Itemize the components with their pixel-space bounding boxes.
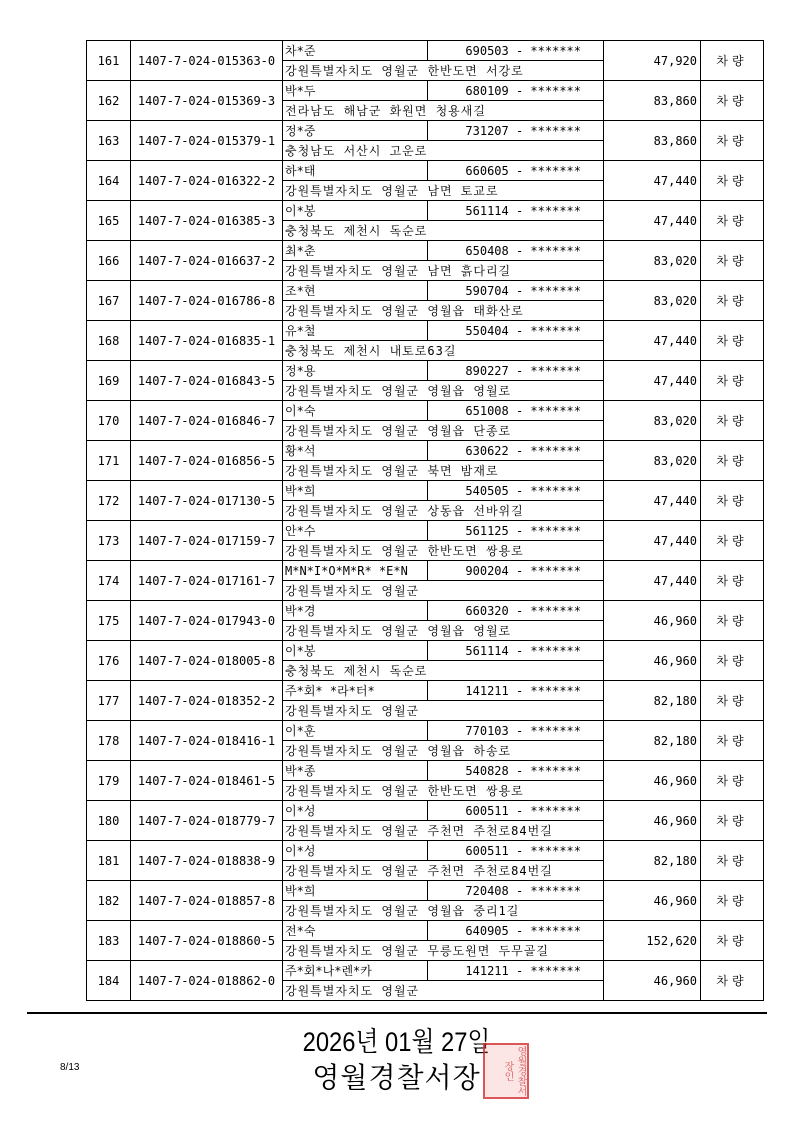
row-number: 181	[87, 841, 131, 881]
resident-number: 561125 - *******	[428, 521, 604, 541]
issuer-name: 영월경찰서장	[312, 1062, 481, 1093]
owner-name: 박*종	[283, 761, 428, 781]
address: 강원특별자치도 영월군 북면 밤재로	[283, 461, 604, 481]
category: 차량	[701, 681, 764, 721]
category: 차량	[701, 281, 764, 321]
amount: 83,020	[604, 281, 701, 321]
amount: 152,620	[604, 921, 701, 961]
table-row	[87, 761, 764, 781]
amount: 83,020	[604, 441, 701, 481]
address: 강원특별자치도 영월군 상동읍 선바위길	[283, 501, 604, 521]
table-row	[87, 161, 764, 181]
address: 강원특별자치도 영월군 영월읍 하송로	[283, 741, 604, 761]
account-number: 1407-7-024-016846-7	[131, 401, 283, 441]
table-row	[87, 441, 764, 461]
table-row	[87, 641, 764, 661]
table-row	[87, 81, 764, 101]
account-number: 1407-7-024-018461-5	[131, 761, 283, 801]
row-number: 176	[87, 641, 131, 681]
resident-number: 680109 - *******	[428, 81, 604, 101]
table-row	[87, 801, 764, 821]
row-number: 168	[87, 321, 131, 361]
resident-number: 640905 - *******	[428, 921, 604, 941]
table-row	[87, 321, 764, 341]
address: 강원특별자치도 영월군 무릉도원면 두무골길	[283, 941, 604, 961]
owner-name: 이*성	[283, 801, 428, 821]
owner-name: 하*태	[283, 161, 428, 181]
resident-number: 550404 - *******	[428, 321, 604, 341]
table-row	[87, 121, 764, 141]
address: 전라남도 해남군 화원면 청용새길	[283, 101, 604, 121]
owner-name: 이*성	[283, 841, 428, 861]
address: 강원특별자치도 영월군	[283, 581, 604, 601]
category: 차량	[701, 121, 764, 161]
owner-name: 정*중	[283, 121, 428, 141]
account-number: 1407-7-024-017130-5	[131, 481, 283, 521]
row-number: 166	[87, 241, 131, 281]
resident-number: 600511 - *******	[428, 801, 604, 821]
resident-number: 651008 - *******	[428, 401, 604, 421]
account-number: 1407-7-024-015379-1	[131, 121, 283, 161]
table-row	[87, 921, 764, 941]
official-seal-icon: 영월경찰서장인	[483, 1043, 529, 1099]
account-number: 1407-7-024-016835-1	[131, 321, 283, 361]
owner-name: 정*용	[283, 361, 428, 381]
row-number: 184	[87, 961, 131, 1001]
amount: 47,440	[604, 521, 701, 561]
amount: 46,960	[604, 801, 701, 841]
category: 차량	[701, 361, 764, 401]
table-row	[87, 881, 764, 901]
address: 강원특별자치도 영월군 남면 흙다리길	[283, 261, 604, 281]
row-number: 167	[87, 281, 131, 321]
address: 강원특별자치도 영월군	[283, 701, 604, 721]
row-number: 171	[87, 441, 131, 481]
category: 차량	[701, 961, 764, 1001]
account-number: 1407-7-024-015369-3	[131, 81, 283, 121]
account-number: 1407-7-024-018005-8	[131, 641, 283, 681]
account-number: 1407-7-024-017943-0	[131, 601, 283, 641]
account-number: 1407-7-024-018352-2	[131, 681, 283, 721]
amount: 46,960	[604, 961, 701, 1001]
category: 차량	[701, 521, 764, 561]
amount: 46,960	[604, 641, 701, 681]
resident-number: 900204 - *******	[428, 561, 604, 581]
table-row	[87, 401, 764, 421]
address: 충청남도 서산시 고운로	[283, 141, 604, 161]
category: 차량	[701, 561, 764, 601]
table-row	[87, 961, 764, 981]
address: 강원특별자치도 영월군 한반도면 서강로	[283, 61, 604, 81]
table-row	[87, 201, 764, 221]
category: 차량	[701, 321, 764, 361]
account-number: 1407-7-024-018779-7	[131, 801, 283, 841]
row-number: 180	[87, 801, 131, 841]
account-number: 1407-7-024-016856-5	[131, 441, 283, 481]
account-number: 1407-7-024-018416-1	[131, 721, 283, 761]
resident-number: 141211 - *******	[428, 961, 604, 981]
row-number: 177	[87, 681, 131, 721]
account-number: 1407-7-024-017159-7	[131, 521, 283, 561]
amount: 47,920	[604, 41, 701, 81]
address: 충청북도 제천시 독순로	[283, 221, 604, 241]
address: 강원특별자치도 영월군 남면 토교로	[283, 181, 604, 201]
category: 차량	[701, 881, 764, 921]
address: 강원특별자치도 영월군 영월읍 태화산로	[283, 301, 604, 321]
row-number: 174	[87, 561, 131, 601]
row-number: 173	[87, 521, 131, 561]
issue-date: 2026년 01월 27일	[302, 1027, 491, 1057]
account-number: 1407-7-024-016322-2	[131, 161, 283, 201]
table-row	[87, 681, 764, 701]
amount: 47,440	[604, 561, 701, 601]
category: 차량	[701, 841, 764, 881]
row-number: 164	[87, 161, 131, 201]
owner-name: 황*석	[283, 441, 428, 461]
amount: 83,020	[604, 401, 701, 441]
amount: 46,960	[604, 761, 701, 801]
address: 강원특별자치도 영월군 한반도면 쌍용로	[283, 781, 604, 801]
table-row	[87, 521, 764, 541]
resident-number: 600511 - *******	[428, 841, 604, 861]
address: 강원특별자치도 영월군 주천면 주천로84번길	[283, 821, 604, 841]
row-number: 175	[87, 601, 131, 641]
resident-number: 540828 - *******	[428, 761, 604, 781]
table-row	[87, 721, 764, 741]
amount: 46,960	[604, 881, 701, 921]
resident-number: 561114 - *******	[428, 201, 604, 221]
owner-name: 이*훈	[283, 721, 428, 741]
amount: 47,440	[604, 361, 701, 401]
address: 강원특별자치도 영월군 영월읍 영월로	[283, 381, 604, 401]
amount: 83,860	[604, 121, 701, 161]
resident-number: 650408 - *******	[428, 241, 604, 261]
account-number: 1407-7-024-016786-8	[131, 281, 283, 321]
owner-name: 이*봉	[283, 641, 428, 661]
account-number: 1407-7-024-016843-5	[131, 361, 283, 401]
category: 차량	[701, 641, 764, 681]
amount: 82,180	[604, 681, 701, 721]
footer-divider	[27, 1012, 767, 1014]
table-row	[87, 241, 764, 261]
resident-number: 720408 - *******	[428, 881, 604, 901]
account-number: 1407-7-024-018838-9	[131, 841, 283, 881]
category: 차량	[701, 441, 764, 481]
row-number: 170	[87, 401, 131, 441]
owner-name: 안*수	[283, 521, 428, 541]
address: 충청북도 제천시 독순로	[283, 661, 604, 681]
owner-name: M*N*I*O*M*R* *E*N	[283, 561, 428, 581]
amount: 46,960	[604, 601, 701, 641]
amount: 47,440	[604, 161, 701, 201]
category: 차량	[701, 761, 764, 801]
amount: 47,440	[604, 321, 701, 361]
table-row	[87, 601, 764, 621]
owner-name: 박*경	[283, 601, 428, 621]
account-number: 1407-7-024-016385-3	[131, 201, 283, 241]
amount: 83,020	[604, 241, 701, 281]
amount: 47,440	[604, 481, 701, 521]
owner-name: 이*숙	[283, 401, 428, 421]
resident-number: 770103 - *******	[428, 721, 604, 741]
table-row	[87, 361, 764, 381]
category: 차량	[701, 161, 764, 201]
category: 차량	[701, 801, 764, 841]
resident-number: 890227 - *******	[428, 361, 604, 381]
account-number: 1407-7-024-016637-2	[131, 241, 283, 281]
amount: 83,860	[604, 81, 701, 121]
category: 차량	[701, 481, 764, 521]
category: 차량	[701, 721, 764, 761]
account-number: 1407-7-024-015363-0	[131, 41, 283, 81]
category: 차량	[701, 201, 764, 241]
table-row	[87, 561, 764, 581]
address: 강원특별자치도 영월군 영월읍 단종로	[283, 421, 604, 441]
resident-number: 561114 - *******	[428, 641, 604, 661]
amount: 82,180	[604, 841, 701, 881]
amount: 47,440	[604, 201, 701, 241]
resident-number: 660605 - *******	[428, 161, 604, 181]
resident-number: 540505 - *******	[428, 481, 604, 501]
address: 강원특별자치도 영월군 영월읍 영월로	[283, 621, 604, 641]
row-number: 162	[87, 81, 131, 121]
category: 차량	[701, 601, 764, 641]
row-number: 182	[87, 881, 131, 921]
owner-name: 박*희	[283, 881, 428, 901]
owner-name: 이*봉	[283, 201, 428, 221]
owner-name: 조*현	[283, 281, 428, 301]
table-body	[87, 41, 764, 1001]
resident-number: 141211 - *******	[428, 681, 604, 701]
table-row	[87, 41, 764, 61]
table-row	[87, 281, 764, 301]
row-number: 165	[87, 201, 131, 241]
resident-number: 690503 - *******	[428, 41, 604, 61]
table-row	[87, 481, 764, 501]
owner-name: 주*회*나*렌*카	[283, 961, 428, 981]
category: 차량	[701, 401, 764, 441]
account-number: 1407-7-024-018862-0	[131, 961, 283, 1001]
address: 강원특별자치도 영월군 영월읍 중리1길	[283, 901, 604, 921]
owner-name: 차*준	[283, 41, 428, 61]
address: 강원특별자치도 영월군 한반도면 쌍용로	[283, 541, 604, 561]
owner-name: 박*희	[283, 481, 428, 501]
address: 충청북도 제천시 내토로63길	[283, 341, 604, 361]
resident-number: 660320 - *******	[428, 601, 604, 621]
row-number: 183	[87, 921, 131, 961]
address: 강원특별자치도 영월군	[283, 981, 604, 1001]
category: 차량	[701, 241, 764, 281]
row-number: 178	[87, 721, 131, 761]
owner-name: 전*숙	[283, 921, 428, 941]
owner-name: 박*두	[283, 81, 428, 101]
amount: 82,180	[604, 721, 701, 761]
row-number: 169	[87, 361, 131, 401]
account-number: 1407-7-024-018857-8	[131, 881, 283, 921]
row-number: 172	[87, 481, 131, 521]
row-number: 179	[87, 761, 131, 801]
account-number: 1407-7-024-017161-7	[131, 561, 283, 601]
table-row	[87, 841, 764, 861]
owner-name: 최*춘	[283, 241, 428, 261]
notice-table	[86, 40, 764, 1001]
account-number: 1407-7-024-018860-5	[131, 921, 283, 961]
category: 차량	[701, 41, 764, 81]
resident-number: 731207 - *******	[428, 121, 604, 141]
resident-number: 630622 - *******	[428, 441, 604, 461]
address: 강원특별자치도 영월군 주천면 주천로84번길	[283, 861, 604, 881]
row-number: 161	[87, 41, 131, 81]
owner-name: 유*철	[283, 321, 428, 341]
page-number: 8/13	[60, 1062, 80, 1073]
category: 차량	[701, 921, 764, 961]
category: 차량	[701, 81, 764, 121]
row-number: 163	[87, 121, 131, 161]
resident-number: 590704 - *******	[428, 281, 604, 301]
owner-name: 주*회* *라*터*	[283, 681, 428, 701]
